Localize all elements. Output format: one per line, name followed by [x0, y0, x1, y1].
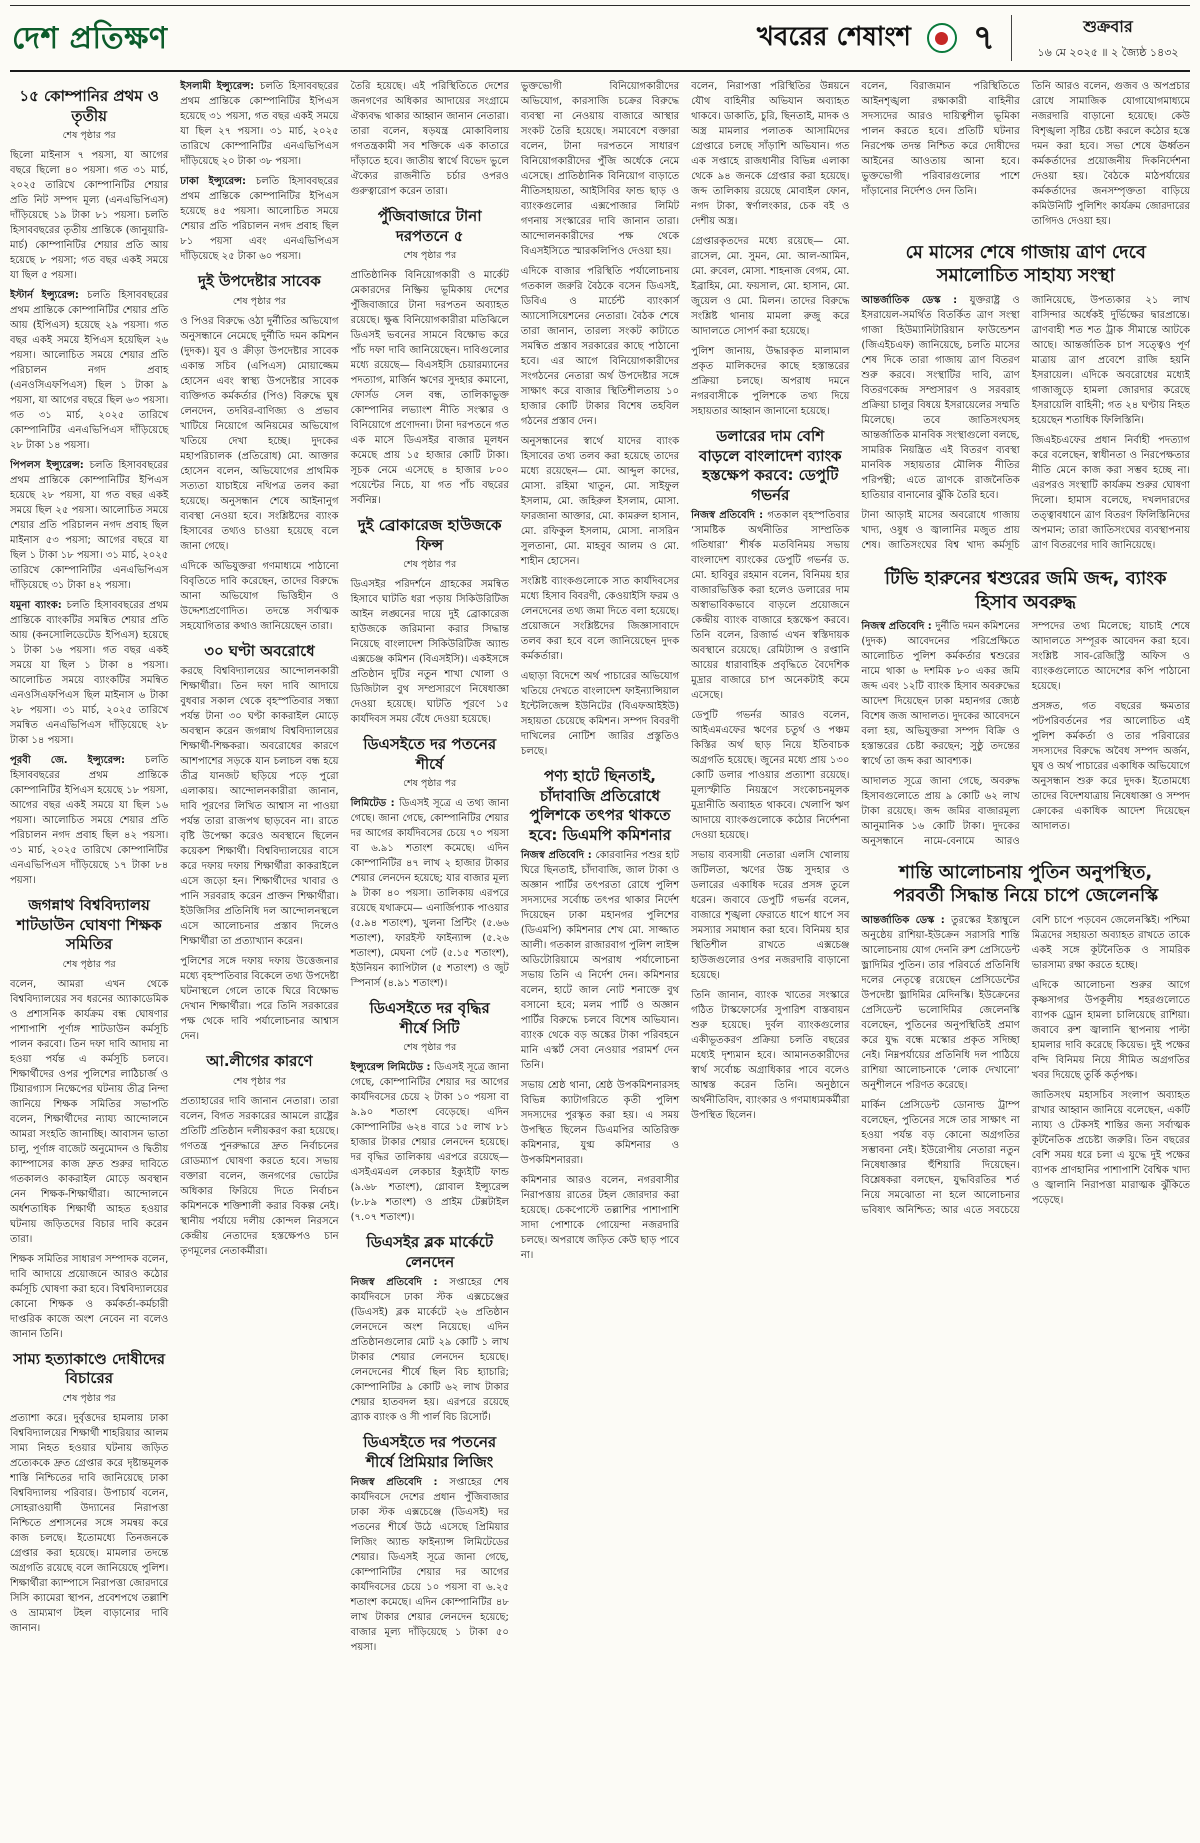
article-headline: ডলারের দাম বেশি বাড়লে বাংলাদেশ ব্যাংক হস্তক্ষেপ করবে: ডেপুটি গভর্নর [699, 427, 842, 504]
article-body: ভুক্তভোগী বিনিয়োগকারীদের অভিযোগ, কারসাজি চক্রের বিরুদ্ধে ব্যবস্থা না নেওয়ায় বাজারে আস্থার সংকট তৈরি হয়েছে। সমাবেশে বক্তারা বলেন, টানা দরপতনে সাধারণ বিনিয়োগকারীদের পুঁজি অর্ধেকে নেমে এসেছে। প্রাতিষ্ঠানিক বিনিয়োগ বাড়াতে নীতিসহায়তা, আইসিবির ফান্ড ছাড় ও ব্যাংকগুলোর এক্সপোজার লিমিট গণনায় সংস্কারের দাবি জানান তারা। আন্দোলনকারীদের পক্ষ থেকে বিএসইসিতে স্মারকলিপিও দেওয়া হয়। [520, 81, 680, 257]
article-body: ইসলামী ইন্স্যুরেন্স: চলতি হিসাববছরের প্রথম প্রান্তিকে কোম্পানিটির ইপিএস হয়েছে ৩১ পয়সা, গত বছর একই সময়ে যা ছিল ২৭ পয়সা। ৩১ মার্চ, ২০২৫ তারিখে কোম্পানিটির এনএভিপিএস দাঁড়িয়েছে ২০ টাকা ৩৮ পয়সা। [180, 81, 339, 167]
article-body-columns [861, 913, 1190, 1218]
continuation-note: শেষ পৃষ্ঠার পর [403, 778, 457, 789]
article-body: শিক্ষক সমিতির সাধারণ সম্পাদক বলেন, দাবি আদায়ে প্রয়োজনে আরও কঠোর কর্মসূচি ঘোষণা করা হবে। বিশ্ববিদ্যালয়ের কোনো শিক্ষক ও কর্মকর্তা-কর্মচারী দাপ্তরিক কাজে অংশ নেবেন না বলেও জানান তিনি। [10, 1253, 169, 1340]
newspaper-emblem-icon [927, 23, 957, 53]
article-body: সভায় শ্রেষ্ঠ থানা, শ্রেষ্ঠ উপকমিশনারসহ বিভিন্ন ক্যাটাগরিতে কৃতী পুলিশ সদস্যদের পুরস্কৃত করা হয়। এ সময় উপস্থিত ছিলেন ডিএমপির অতিরিক্ত কমিশনার, যুগ্ম কমিশনার ও উপকমিশনাররা। [520, 1080, 680, 1166]
article-body: ইন্স্যুরেন্স লিমিটেড : ডিএসই সূত্রে জানা গেছে, কোম্পানিটির শেয়ার দর আগের কার্যদিবসের চেয়ে ২ টাকা ১০ পয়সা বা ৯.৯০ শতাংশ বেড়েছে। এদিন কোম্পানিটির ৬২৪ বারে ১৫ লাখ ৮১ হাজার টাকার শেয়ার লেনদেন হয়েছে। দর বৃদ্ধির তালিকায় এরপরে রয়েছে— এসইএমএল লেকচার ইক্যুইটি ফান্ড (৯.৬৮ শতাংশ), গ্লোবাল ইন্স্যুরেন্স (৮.৮৯ শতাংশ) ও প্রাইম টেক্সটাইল (৭.০৭ শতাংশ)। [350, 1062, 509, 1223]
masthead-divider [1011, 15, 1012, 61]
continuation-note: শেষ পৃষ্ঠার পর [403, 250, 457, 261]
body-lead: ইন্স্যুরেন্স লিমিটেড : [350, 1062, 435, 1073]
article-body: ঢাকা ইন্স্যুরেন্স: চলতি হিসাববছরের প্রথম প্রান্তিকে কোম্পানিটির ইপিএস হয়েছে ৪৫ পয়সা। আলোচিত সময়ে শেয়ার প্রতি পরিচালন নগদ প্রবাহ ছিল ৮১ পয়সা এবং এনএভিপিএস দাঁড়িয়েছে ২৫ টাকা ৬০ পয়সা। [180, 176, 339, 262]
body-lead: ঢাকা ইন্স্যুরেন্স: [180, 176, 256, 187]
article-headline: দুই ব্রোকারেজ হাউজকে ফিন্স [357, 516, 502, 554]
article-body: ডিএসইর পরিদর্শনে গ্রাহকের সমন্বিত হিসাবে ঘাটতি ধরা পড়ায় সিকিউরিটিজ আইন লঙ্ঘনের দায়ে দুই ব্রোকারেজ হাউজকে জরিমানা করার সিদ্ধান্ত নিয়েছে বাংলাদেশ সিকিউরিটিজ অ্যান্ড এক্সচেঞ্জ কমিশন (বিএসইসি)। একইসঙ্গে প্রতিষ্ঠান দুটির নতুন শাখা খোলা ও ডিজিটাল বুথ সম্প্রসারণে নিষেধাজ্ঞা দেওয়া হয়েছে। ঘাটতি পূরণে ১৫ কার্যদিবস সময় বেঁধে দেওয়া হয়েছে। [350, 579, 509, 725]
day-name: শুক্রবার [1083, 16, 1133, 36]
article-body: টানা আড়াই মাসের অবরোধে গাজায় খাদ্য, ওষুধ ও জ্বালানির মজুত প্রায় শেষ। জাতিসংঘের বিশ্ব খাদ্য কর্মসূচি জানিয়েছে, উপত্যকার ২১ লাখ বাসিন্দার অর্ধেকই দুর্ভিক্ষের দ্বারপ্রান্তে। ত্রাণবাহী শত শত ট্রাক সীমান্তে আটকে আছে। আন্তর্জাতিক চাপ সত্ত্বেও পূর্ণ মাত্রায় ত্রাণ প্রবেশে রাজি হয়নি ইসরায়েল। এদিকে অবরোধের মধ্যেই গাজাজুড়ে হামলা জোরদার করেছে ইসরায়েলি বাহিনী; গত ২৪ ঘণ্টায় নিহত হয়েছেন শতাধিক ফিলিস্তিনি। [861, 294, 1190, 551]
article-body: নিজস্ব প্রতিবেদি : সপ্তাহের শেষ কার্যদিবসে দেশের প্রধান পুঁজিবাজার ঢাকা স্টক এক্সচেঞ্জে (ডিএসই) দর পতনের শীর্ষে উঠে এসেছে প্রিমিয়ার লিজিং অ্যান্ড ফাইন্যান্স লিমিটেডের শেয়ার। ডিএসই সূত্রে জানা গেছে, কোম্পানিটির শেয়ার দর আগের কার্যদিবসের চেয়ে ১০ পয়সা বা ৬.২৫ শতাংশ কমেছে। এদিন কোম্পানিটির ৪৮ লাখ টাকার শেয়ার লেনদেন হয়েছে; বাজার মূল্য দাঁড়িয়েছে ১ টাকা ৫০ পয়সা। [350, 1477, 509, 1653]
article-body: পুলিশের সঙ্গে দফায় দফায় উত্তেজনার মধ্যে বৃহস্পতিবার বিকেলে তথ্য উপদেষ্টা ঘটনাস্থলে গেলে তাকে ঘিরে বিক্ষোভ দেখান শিক্ষার্থীরা। পরে তিনি সরকারের পক্ষ থেকে দাবি পর্যালোচনার আশ্বাস দেন। [180, 956, 339, 1042]
article-body: করছে বিশ্ববিদ্যালয়ের আন্দোলনকারী শিক্ষার্থীরা। তিন দফা দাবি আদায়ে বুধবার সকাল থেকে বৃহস্পতিবার সন্ধ্যা পর্যন্ত টানা ৩০ ঘণ্টা কাকরাইল মোড়ে অবস্থান করেন জগন্নাথ বিশ্ববিদ্যালয়ের শিক্ষার্থী-শিক্ষকরা। অবরোধের কারণে আশপাশের সড়কে যান চলাচল বন্ধ হয়ে তীব্র যানজট ছড়িয়ে পড়ে পুরো এলাকায়। আন্দোলনকারীরা জানান, দাবি পূরণের লিখিত আশ্বাস না পাওয়া পর্যন্ত তারা রাজপথ ছাড়বেন না। রাতে বৃষ্টি উপেক্ষা করেও অবস্থানে ছিলেন কয়েকশ শিক্ষার্থী। বিশ্ববিদ্যালয়ের বাসে করে দফায় দফায় শিক্ষার্থীরা কাকরাইলে এসে জড়ো হন। শিক্ষার্থীদের খাবার ও পানি সরবরাহ করেন প্রাক্তন শিক্ষার্থীরা। ইউজিসির প্রতিনিধি দল আন্দোলনস্থলে এসে আলোচনার প্রস্তাব দিলেও শিক্ষার্থীরা তা প্রত্যাখ্যান করেন। [180, 666, 339, 947]
article-body: অনুসন্ধানের স্বার্থে যাদের ব্যাংক হিসাবের তথ্য তলব করা হয়েছে তাদের মধ্যে রয়েছেন— মো. আব্দুল কাদের, মোসা. রহিমা খাতুন, মো. সাইফুল ইসলাম, মো. জহিরুল ইসলাম, মোসা. ফারজানা আক্তার, মো. কামরুল হাসান, মো. রফিকুল ইসলাম, মোসা. নাসরিন সুলতানা, মো. মাহবুব আলম ও মো. শাহীন হোসেন। [520, 436, 680, 567]
article-headline: ৩০ ঘণ্টা অবরোধে [204, 641, 315, 660]
article-body: যমুনা ব্যাংক: চলতি হিসাববছরের প্রথম প্রান্তিকে ব্যাংকটির সমন্বিত শেয়ার প্রতি আয় (কনসোলিডেটেড ইপিএস) হয়েছে ১ টাকা ১৬ পয়সা। গত বছর একই সময়ে যা ছিল ১ টাকা ৪ পয়সা। আলোচিত সময়ে ব্যাংকটির সমন্বিত এনওসিএফপিএস ছিল মাইনাস ৬ টাকা ২৮ পয়সা। ৩১ মার্চ, ২০২৫ তারিখে সমন্বিত এনএভিপিএস দাঁড়িয়েছে ২৮ টাকা ১৪ পয়সা। [10, 600, 169, 746]
column-3 [351, 79, 509, 1821]
body-lead: পূরবী জে. ইন্স্যুরেন্স: [10, 755, 146, 766]
body-lead: নিজস্ব প্রতিবেদি : [520, 850, 596, 861]
article-headline: ডিএসইতে দর বৃদ্ধির শীর্ষে সিটি [369, 999, 490, 1037]
article-headline: জগন্নাথ বিশ্ববিদ্যালয় শাটডাউন ঘোষণা শিক্ষক সমিতির [16, 896, 162, 953]
body-lead: আন্তর্জাতিক ডেস্ক : [861, 294, 970, 306]
article-body: আন্তর্জাতিক ডেস্ক : তুরস্কের ইস্তাম্বুলে অনুষ্ঠেয় রাশিয়া-ইউক্রেন সরাসরি শান্তি আলোচনায় যোগ দেননি রুশ প্রেসিডেন্ট ভ্লাদিমির পুতিন। তার পরিবর্তে প্রতিনিধি দলের নেতৃত্বে রয়েছেন প্রেসিডেন্টের উপদেষ্টা ভ্লাদিমির মেদিনস্কি। ইউক্রেনের প্রেসিডেন্ট ভলোদিমির জেলেনস্কি বলেছেন, পুতিনের অনুপস্থিতিই প্রমাণ করে যুদ্ধ বন্ধে মস্কোর প্রকৃত সদিচ্ছা নেই। নিম্নপর্যায়ের প্রতিনিধি দল পাঠিয়ে রাশিয়া আলোচনাকে ‘লোক দেখানো’ অনুশীলনে পরিণত করেছে। [861, 914, 1020, 1091]
body-lead: পিপলস ইন্স্যুরেন্স: [10, 460, 90, 471]
article-body: আদালত সূত্রে জানা গেছে, অবরুদ্ধ হিসাবগুলোতে প্রায় ৯ কোটি ৬২ লাখ টাকা রয়েছে। জব্দ জমির বাজারমূল্য আনুমানিক ১৬ কোটি টাকা। দুদকের অনুসন্ধানে নামে-বেনামে আরও সম্পদের তথ্য মিলেছে; যাচাই শেষে আদালতে সম্পূরক আবেদন করা হবে। সংশ্লিষ্ট সাব-রেজিস্ট্রি অফিস ও ব্যাংকগুলোতে আদেশের কপি পাঠানো হয়েছে। [861, 621, 1190, 848]
page-number: ৭ [972, 18, 995, 58]
article-body: গ্রেপ্তারকৃতদের মধ্যে রয়েছে— মো. রাসেল, মো. সুমন, মো. আল-আমিন, মো. রুবেল, মোসা. শাহনাজ বেগম, মো. ইব্রাহিম, মো. ফয়সাল, মো. হাসান, মো. জুয়েল ও মো. মিলন। তাদের বিরুদ্ধে সংশ্লিষ্ট থানায় মামলা রুজু করে আদালতে সোপর্দ করা হয়েছে। [691, 236, 850, 337]
column-5 [691, 79, 849, 1821]
article-headline: আ.লীগের কারণে [206, 1052, 313, 1070]
article-body: সভায় ব্যবসায়ী নেতারা এলসি খোলায় জটিলতা, ঋণের উচ্চ সুদহার ও ডলারের একাধিক দরের প্রসঙ্গ তুলে ধরেন। জবাবে ডেপুটি গভর্নর বলেন, বাজারে শৃঙ্খলা ফেরাতে ধাপে ধাপে সব সমস্যার সমাধান করা হবে। বিনিময় হার স্থিতিশীল রাখতে এক্সচেঞ্জ হাউজগুলোর ওপর নজরদারি বাড়ানো হয়েছে। [691, 850, 850, 981]
article-body: বলেন, বিরাজমান পরিস্থিতিতে আইনশৃঙ্খলা রক্ষাকারী বাহিনীর সদস্যদের আরও দায়িত্বশীল ভূমিকা পালন করতে হবে। প্রতিটি ঘটনার নিরপেক্ষ তদন্ত নিশ্চিত করে দোষীদের আইনের আওতায় আনা হবে। ভুক্তভোগী পরিবারগুলোর পাশে দাঁড়ানোর নির্দেশও দেন তিনি। [861, 81, 1020, 197]
article-headline: দুই উপদেষ্টার সাবেক [198, 272, 321, 290]
logo-area [12, 22, 168, 55]
article-body: বলেন, নিরাপত্তা পরিস্থিতির উন্নয়নে যৌথ বাহিনীর অভিযান অব্যাহত থাকবে। ডাকাতি, চুরি, ছিনতাই, মাদক ও অস্ত্র মামলার পলাতক আসামিদের গ্রেপ্তারে চলছে সাঁড়াশি অভিযান। গত এক সপ্তাহে রাজধানীর বিভিন্ন এলাকা থেকে ৯৪ জনকে গ্রেপ্তার করা হয়েছে। জব্দ তালিকায় রয়েছে মোবাইল ফোন, নগদ টাকা, স্বর্ণালংকার, চেক বই ও দেশীয় অস্ত্র। [691, 81, 850, 227]
section-title: খবরের শেষাংশ [756, 22, 911, 52]
continuation-note: শেষ পৃষ্ঠার পর [62, 1392, 116, 1404]
article-headline: শান্তি আলোচনায় পুতিন অনুপস্থিত, পরবর্তী সিদ্ধান্ত নিয়ে চাপে জেলেনস্কি [893, 862, 1159, 907]
body-lead: যমুনা ব্যাংক: [10, 600, 67, 611]
article-body: তৈরি হয়েছে। এই পরিস্থিতিতে দেশের জনগণের অধিকার আদায়ের সংগ্রামে ঐক্যবদ্ধ থাকার আহ্বান জানান নেতারা। তারা বলেন, ষড়যন্ত্র মোকাবিলায় গণতন্ত্রকামী সব শক্তিকে এক কাতারে দাঁড়াতে হবে। জাতীয় স্বার্থে বিভেদ ভুলে ঐক্যের রাজনীতি চর্চার ওপরও গুরুত্বারোপ করেন তারা। [350, 81, 509, 197]
article-headline: ডিএসইর ব্লক মার্কেটে লেনদেন [366, 1233, 493, 1271]
article-body: পূরবী জে. ইন্স্যুরেন্স: চলতি হিসাববছরের প্রথম প্রান্তিকে কোম্পানিটির ইপিএস হয়েছে ১৮ পয়সা, আগের বছর একই সময়ে যা ছিল ১৬ পয়সা। আলোচিত সময়ে শেয়ার প্রতি পরিচালন নগদ প্রবাহ ছিল ৪২ পয়সা। ৩১ মার্চ, ২০২৫ তারিখে কোম্পানিটির এনএভিপিএস দাঁড়িয়েছে ১৭ টাকা ৮৪ পয়সা। [10, 755, 169, 886]
date-block [1028, 14, 1188, 63]
date-line: ১৬ মে ২০২৫ ॥ ২ জ্যৈষ্ঠ ১৪৩২ [1037, 45, 1179, 59]
article-body: নিজস্ব প্রতিবেদি : গতকাল বৃহস্পতিবার ‘সামষ্টিক অর্থনীতির সাম্প্রতিক গতিধারা’ শীর্ষক মতবিনিময় সভায় বাংলাদেশ ব্যাংকের ডেপুটি গভর্নর ড. মো. হাবিবুর রহমান বলেন, বিনিময় হার বাজারভিত্তিক করা হলেও ডলারের দাম অস্বাভাবিকভাবে বাড়লে প্রয়োজনে কেন্দ্রীয় ব্যাংক বাজারে হস্তক্ষেপ করবে। তিনি বলেন, রিজার্ভ এখন স্বস্তিদায়ক অবস্থানে রয়েছে। রেমিট্যান্স ও রপ্তানি আয়ের ধারাবাহিক প্রবৃদ্ধিতে বৈদেশিক মুদ্রার বাজারে চাপ অনেকটাই কমে এসেছে। [691, 510, 850, 701]
article-body: সংশ্লিষ্ট ব্যাংকগুলোকে সাত কার্যদিবসের মধ্যে হিসাব বিবরণী, কেওয়াইসি ফরম ও লেনদেনের তথ্য জমা দিতে বলা হয়েছে। প্রয়োজনে সংশ্লিষ্টদের জিজ্ঞাসাবাদে তলব করা হবে বলে জানিয়েছেন দুদক কর্মকর্তারা। [520, 576, 680, 662]
continuation-note: শেষ পৃষ্ঠার পর [232, 1075, 286, 1087]
article-body-columns [861, 79, 1190, 229]
body-lead: নিজস্ব প্রতিবেদি : [350, 1277, 450, 1288]
article-body: প্রাতিষ্ঠানিক বিনিয়োগকারী ও মার্কেট মেকারদের নিষ্ক্রিয় ভূমিকায় দেশের পুঁজিবাজারে টানা দরপতন অব্যাহত রয়েছে। ক্ষুব্ধ বিনিয়োগকারীরা মতিঝিলে ডিএসই ভবনের সামনে বিক্ষোভ করে পাঁচ দফা দাবি জানিয়েছেন। দাবিগুলোর মধ্যে রয়েছে— বিএসইসি চেয়ারম্যানের পদত্যাগ, মার্জিন ঋণের সুদহার কমানো, ফোর্সড সেল বন্ধ, তালিকাভুক্ত কোম্পানির লভ্যাংশ নীতি সংস্কার ও বিনিয়োগে প্রণোদনা। টানা দরপতনে গত এক মাসে ডিএসইর বাজার মূলধন কমেছে প্রায় ১৫ হাজার কোটি টাকা। সূচক নেমে এসেছে ৪ হাজার ৮০০ পয়েন্টের নিচে, যা গত পাঁচ বছরের সর্বনিম্ন। [350, 270, 509, 506]
masthead [10, 6, 1190, 68]
newspaper-logo: দেশ প্রতিক্ষণ [12, 20, 168, 56]
article-body: প্রত্যাহারের দাবি জানান নেতারা। তারা বলেন, বিগত সরকারের আমলে রাষ্ট্রের প্রতিটি প্রতিষ্ঠান দলীয়করণ করা হয়েছে। গণতন্ত্র পুনরুদ্ধারে দ্রুত নির্বাচনের রোডম্যাপ ঘোষণা করতে হবে। সভায় বক্তারা বলেন, জনগণের ভোটের অধিকার ফিরিয়ে দিতে নির্বাচন কমিশনকে শক্তিশালী করার বিকল্প নেই। স্থানীয় পর্যায়ে দলীয় কোন্দল নিরসনে কেন্দ্রীয় নেতাদের হস্তক্ষেপও চান তৃণমূলের নেতাকর্মীরা। [180, 1095, 339, 1257]
article-headline: ডিএসইতে দর পতনের শীর্ষে [363, 735, 497, 773]
article-body: মার্কিন প্রেসিডেন্ট ডোনাল্ড ট্রাম্প বলেছেন, পুতিনের সঙ্গে তার সাক্ষাৎ না হওয়া পর্যন্ত বড় কোনো অগ্রগতির সম্ভাবনা নেই। ইউরোপীয় নেতারা নতুন নিষেধাজ্ঞার হুঁশিয়ারি দিয়েছেন। বিশ্লেষকরা বলছেন, যুদ্ধবিরতির শর্ত নিয়ে সমঝোতা না হলে আলোচনার ভবিষ্যৎ অনিশ্চিত; আর এতে সবচেয়ে বেশি চাপে পড়বেন জেলেনস্কিই। পশ্চিমা মিত্রদের সহায়তা অব্যাহত রাখতে তাকে একই সঙ্গে কূটনৈতিক ও সামরিক ভারসাম্য রক্ষা করতে হচ্ছে। [861, 914, 1190, 1216]
article-headline: পণ্য হাটে ছিনতাই, চাঁদাবাজি প্রতিরোধে পুলিশকে তৎপর থাকতে হবে: ডিএমপি কমিশনার [529, 767, 671, 844]
continuation-note: শেষ পৃষ্ঠার পর [62, 130, 116, 141]
article-headline: টিভি হারুনের শ্বশুরের জমি জব্দ, ব্যাংক হিসাব অবরুদ্ধ [884, 568, 1167, 613]
page-content [10, 79, 1190, 1821]
column-1 [10, 79, 168, 1821]
article-body: নিজস্ব প্রতিবেদি : দুর্নীতি দমন কমিশনের (দুদক) আবেদনের পরিপ্রেক্ষিতে আলোচিত পুলিশ কর্মকর্তার শ্বশুরের নামে থাকা ৬ দশমিক ৮০ একর জমি জব্দ এবং ১২টি ব্যাংক হিসাব অবরুদ্ধের আদেশ দিয়েছেন ঢাকা মহানগর জ্যেষ্ঠ বিশেষ জজ আদালত। দুদকের আবেদনে বলা হয়, অভিযুক্তরা সম্পদ বিক্রি ও হস্তান্তরের চেষ্টা করছেন; সুষ্ঠু তদন্তের স্বার্থে তা জব্দ করা আবশ্যক। [861, 621, 1020, 768]
column-2 [180, 79, 338, 1821]
article-body: নিজস্ব প্রতিবেদি : কোরবানির পশুর হাট ঘিরে ছিনতাই, চাঁদাবাজি, জাল টাকা ও অজ্ঞান পার্টির তৎপরতা রোধে পুলিশ সদস্যদের সর্বোচ্চ তৎপর থাকার নির্দেশ দিয়েছেন ঢাকা মহানগর পুলিশের (ডিএমপি) কমিশনার শেখ মো. সাজ্জাত আলী। গতকাল রাজারবাগ পুলিশ লাইন্স অডিটোরিয়ামে অপরাধ পর্যালোচনা সভায় তিনি এ নির্দেশ দেন। কমিশনার বলেন, হাটে জাল নোট শনাক্তে বুথ বসানো হবে; মলম পার্টি ও অজ্ঞান পার্টির বিরুদ্ধে চলবে বিশেষ অভিযান। ব্যাংক থেকে বড় অঙ্কের টাকা পরিবহনে মানি এস্কর্ট সেবা নেওয়ার পরামর্শ দেন তিনি। [520, 850, 680, 1071]
article-body: এদিকে অভিযুক্তরা গণমাধ্যমে পাঠানো বিবৃতিতে দাবি করেছেন, তাদের বিরুদ্ধে আনা অভিযোগ ভিত্তিহীন ও উদ্দেশ্যপ্রণোদিত। তদন্তে সর্বাত্মক সহযোগিতার কথাও জানিয়েছেন তারা। [180, 560, 339, 632]
article-body: এদিকে আলোচনা শুরুর আগে কৃষ্ণসাগর উপকূলীয় শহরগুলোতে ব্যাপক ড্রোন হামলা চালিয়েছে রাশিয়া। জবাবে রুশ জ্বালানি স্থাপনায় পাল্টা হামলার দাবি করেছে কিয়েভ। দুই পক্ষের বন্দি বিনিময় নিয়ে সীমিত অগ্রগতির খবর দিয়েছে তুর্কি কর্তৃপক্ষ। [1031, 979, 1190, 1081]
continuation-note: শেষ পৃষ্ঠার পর [403, 559, 457, 570]
article-headline: পুঁজিবাজারে টানা দরপতনে ৫ [377, 207, 482, 245]
continuation-note: শেষ পৃষ্ঠার পর [62, 958, 116, 970]
article-body: প্রসঙ্গত, গত বছরের ক্ষমতার পটপরিবর্তনের পর আলোচিত এই পুলিশ কর্মকর্তা ও তার পরিবারের সদস্যদের বিরুদ্ধে অবৈধ সম্পদ অর্জন, ঘুষ ও অর্থ পাচারের একাধিক অভিযোগে অনুসন্ধান শুরু করে দুদক। ইতোমধ্যে তাদের বিদেশযাত্রায় নিষেধাজ্ঞা ও সম্পদ ক্রোকের একাধিক আদেশ দিয়েছেন আদালত। [1031, 701, 1190, 833]
article-body: পিপলস ইন্স্যুরেন্স: চলতি হিসাববছরের প্রথম প্রান্তিকে কোম্পানিটির ইপিএস হয়েছে ২৮ পয়সা, যা গত বছর একই সময়ে ছিল ২৫ পয়সা। আলোচিত সময়ে শেয়ার প্রতি পরিচালন নগদ প্রবাহ ছিল মাইনাস ৫৩ পয়সা; আগের বছরে যা ছিল ১ টাকা ১৮ পয়সা। ৩১ মার্চ, ২০২৫ তারিখে কোম্পানিটির এনএভিপিএস দাঁড়িয়েছে ৩১ টাকা ৪২ পয়সা। [10, 460, 169, 591]
body-lead: ইস্টার্ন ইন্স্যুরেন্স: [10, 290, 88, 301]
article-body: ইস্টার্ন ইন্স্যুরেন্স: চলতি হিসাববছরের প্রথম প্রান্তিকে কোম্পানিটির শেয়ার প্রতি আয় (ইপিএস) হয়েছে ২৯ পয়সা। গত বছর একই সময়ে ইপিএস হয়েছিল ২৬ পয়সা। আলোচিত সময়ে শেয়ার প্রতি পরিচালন নগদ প্রবাহ (এনওসিএফপিএস) ছিল ১ টাকা ৯ পয়সা, যা আগের বছরে ছিল ৬৩ পয়সা। গত ৩১ মার্চ, ২০২৫ তারিখে কোম্পানিটির এনএভিপিএস দাঁড়িয়েছে ২৮ টাকা ১৪ পয়সা। [10, 290, 169, 451]
body-lead: আন্তর্জাতিক ডেস্ক : [861, 914, 952, 926]
body-lead: লিমিটেড : [350, 798, 400, 809]
article-body: এছাড়া বিদেশে অর্থ পাচারের অভিযোগ খতিয়ে দেখতে বাংলাদেশ ফাইন্যান্সিয়াল ইন্টেলিজেন্স ইউনিটের (বিএফআইইউ) সহায়তা চেয়েছে কমিশন। সম্পদ বিবরণী দাখিলের নোটিশ জারির প্রস্তুতিও চলছে। [520, 671, 680, 757]
article-body: প্রত্যাশা করে। দুর্বৃত্তদের হামলায় ঢাকা বিশ্ববিদ্যালয়ের শিক্ষার্থী শাহরিয়ার আলম সাম্য নিহত হওয়ার ঘটনায় জড়িত প্রত্যেককে দ্রুত গ্রেপ্তার করে দৃষ্টান্তমূলক শাস্তি নিশ্চিতের দাবি জানিয়েছে ঢাকা বিশ্ববিদ্যালয় পরিবার। উপাচার্য বলেন, সোহরাওয়ার্দী উদ্যানের নিরাপত্তা নিশ্চিতে প্রশাসনের সঙ্গে সমন্বয় করে কাজ চলছে। ইতোমধ্যে তিনজনকে গ্রেপ্তার করা হয়েছে। মামলার তদন্তে অগ্রগতি রয়েছে বলে জানিয়েছে পুলিশ। শিক্ষার্থীরা ক্যাম্পাসে নিরাপত্তা জোরদারে সিসি ক্যামেরা স্থাপন, প্রবেশপথে তল্লাশি ও ভ্রাম্যমাণ টহল বাড়ানোর দাবি জানান। [10, 1412, 169, 1634]
column-4 [521, 79, 679, 1821]
article-body: বলেন, আমরা এখন থেকে বিশ্ববিদ্যালয়ের সব ধরনের অ্যাকাডেমিক ও প্রশাসনিক কার্যক্রম বন্ধ ঘোষণার পাশাপাশি পূর্ণাঙ্গ শাটডাউন কর্মসূচি পালন করবো। তিন দফা দাবি আদায় না হওয়া পর্যন্ত এ কর্মসূচি চলবে। শিক্ষার্থীদের ওপর পুলিশের লাঠিচার্জ ও টিয়ারগ্যাস নিক্ষেপের ঘটনায় তীব্র নিন্দা জানিয়ে শিক্ষক সমিতির সভাপতি বলেন, শিক্ষার্থীদের ন্যায্য আন্দোলনে আমরা সংহতি জানাচ্ছি। আবাসন ভাতা চালু, পূর্ণাঙ্গ বাজেট অনুমোদন ও দ্বিতীয় ক্যাম্পাসের কাজ দ্রুত শুরুর দাবিতে গতকালও কাকরাইল মোড়ে অবস্থান নেন শিক্ষক-শিক্ষার্থীরা। আন্দোলনে অর্ধশতাধিক শিক্ষার্থী আহত হওয়ার ঘটনায় জড়িতদের বিচার দাবি করেন তারা। [10, 978, 169, 1245]
article-headline: ডিএসইতে দর পতনের শীর্ষে প্রিমিয়ার লিজিং [363, 1433, 497, 1471]
article-body: ও পিওর বিরুদ্ধে ওঠা দুর্নীতির অভিযোগ অনুসন্ধানে নেমেছে দুর্নীতি দমন কমিশন (দুদক)। যুব ও ক্রীড়া উপদেষ্টার সাবেক একান্ত সচিব (এপিএস) মোয়াজ্জেম হোসেন এবং স্বাস্থ্য উপদেষ্টার সাবেক ব্যক্তিগত কর্মকর্তার (পিও) বিরুদ্ধে ঘুষ লেনদেন, তদবির-বাণিজ্য ও প্রভাব খাটিয়ে নিয়োগে অনিয়মের অভিযোগ খতিয়ে দেখা হচ্ছে। দুদকের মহাপরিচালক (প্রতিরোধ) মো. আক্তার হোসেন বলেন, অভিযোগের প্রাথমিক সত্যতা যাচাইয়ে নথিপত্র তলব করা হয়েছে। অনুসন্ধান শেষে আইনানুগ ব্যবস্থা নেওয়া হবে। সংশ্লিষ্টদের ব্যাংক হিসাবের তথ্যও চাওয়া হয়েছে বলে জানা গেছে। [180, 315, 339, 552]
emblem-center-dot [935, 32, 948, 45]
article-body: পুলিশ জানায়, উদ্ধারকৃত মালামাল প্রকৃত মালিকদের কাছে হস্তান্তরের প্রক্রিয়া চলছে। অপরাধ দমনে নগরবাসীকে পুলিশকে তথ্য দিয়ে সহায়তার আহ্বান জানানো হয়েছে। [691, 346, 850, 417]
body-lead: নিজস্ব প্রতিবেদি : [861, 621, 936, 633]
article-body: তিনি জানান, ব্যাংক খাতের সংস্কারে গঠিত টাস্কফোর্সের সুপারিশ বাস্তবায়ন শুরু হয়েছে। দুর্বল ব্যাংকগুলোর একীভূতকরণ প্রক্রিয়া চলতি বছরের মধ্যেই দৃশ্যমান হবে। আমানতকারীদের স্বার্থ সর্বোচ্চ অগ্রাধিকার পাবে বলেও আশ্বস্ত করেন তিনি। অনুষ্ঠানে অর্থনীতিবিদ, ব্যাংকার ও গণমাধ্যমকর্মীরা উপস্থিত ছিলেন। [691, 990, 850, 1121]
article-body: জিএইচএফের প্রধান নির্বাহী পদত্যাগ করে বলেছেন, স্বাধীনতা ও নিরপেক্ষতার নীতি মেনে কাজ করা সম্ভব হচ্ছে না। এরপরও সংস্থাটি কার্যক্রম শুরুর ঘোষণা দিলো। হামাস বলেছে, দখলদারদের তত্ত্বাবধানে ত্রাণ বিতরণ ফিলিস্তিনিদের অপমান; তারা জাতিসংঘের ব্যবস্থাপনায় ত্রাণ বিতরণের দাবি জানিয়েছে। [1031, 434, 1190, 551]
article-body-columns [861, 619, 1190, 849]
article-headline: সাম্য হত্যাকাণ্ডে দোষীদের বিচারের [13, 1349, 166, 1387]
continuation-note: শেষ পৃষ্ঠার পর [232, 295, 286, 307]
article-body: নিজস্ব প্রতিবেদি : সপ্তাহের শেষ কার্যদিবসে ঢাকা স্টক এক্সচেঞ্জের (ডিএসই) ব্লক মার্কেটে ২৬ প্রতিষ্ঠান লেনদেনে অংশ নিয়েছে। এদিন প্রতিষ্ঠানগুলোর মোট ২৯ কোটি ১ লাখ টাকার শেয়ার লেনদেন হয়েছে। লেনদেনের শীর্ষে ছিল বিচ হ্যাচারি; কোম্পানিটির ৯ কোটি ৬২ লাখ টাকার শেয়ার হাতবদল হয়। এরপরে রয়েছে ব্র্যাক ব্যাংক ও সী পার্ল বিচ রিসোর্ট। [350, 1277, 509, 1423]
masthead-rule [10, 70, 1190, 72]
article-body: কমিশনার আরও বলেন, নগরবাসীর নিরাপত্তায় রাতের টহল জোরদার করা হয়েছে। চেকপোস্টে তল্লাশির পাশাপাশি সাদা পোশাকে গোয়েন্দা নজরদারি চলছে। অপরাধে জড়িত কেউ ছাড় পাবে না। [520, 1175, 680, 1261]
article-body: এদিকে বাজার পরিস্থিতি পর্যালোচনায় গতকাল জরুরি বৈঠকে বসেন ডিএসই, ডিবিএ ও মার্চেন্ট ব্যাংকার্স অ্যাসোসিয়েশনের নেতারা। বৈঠক শেষে তারা জানান, তারল্য সংকট কাটাতে সমন্বিত প্রস্তাব সরকারের কাছে পাঠানো হবে। এর আগে বিনিয়োগকারীদের সংগঠনের নেতারা অর্থ উপদেষ্টার সঙ্গে সাক্ষাৎ করে বাজার স্থিতিশীলতায় ১০ হাজার কোটি টাকার বিশেষ তহবিল গঠনের প্রস্তাব দেন। [520, 266, 680, 427]
article-body-columns [861, 293, 1190, 556]
article-body: জাতিসংঘ মহাসচিব সংলাপ অব্যাহত রাখার আহ্বান জানিয়ে বলেছেন, একটি ন্যায্য ও টেকসই শান্তির জন্য সর্বাত্মক কূটনৈতিক প্রচেষ্টা জরুরি। তিন বছরের বেশি সময় ধরে চলা এ যুদ্ধে দুই পক্ষের ব্যাপক প্রাণহানির পাশাপাশি বৈশ্বিক খাদ্য ও জ্বালানি নিরাপত্তা মারাত্মক ঝুঁকিতে পড়েছে। [1031, 1089, 1190, 1206]
body-lead: নিজস্ব প্রতিবেদি : [350, 1477, 450, 1488]
article-headline: মে মাসের শেষে গাজায় ত্রাণ দেবে সমালোচিত সাহায্য সংস্থা [905, 242, 1146, 287]
masthead-right [757, 14, 1188, 63]
body-lead: নিজস্ব প্রতিবেদি : [691, 510, 768, 521]
article-headline: ১৫ কোম্পানির প্রথম ও তৃতীয় [19, 87, 159, 125]
continuation-note: শেষ পৃষ্ঠার পর [403, 1042, 457, 1053]
right-section [861, 79, 1190, 1821]
article-body: আন্তর্জাতিক ডেস্ক : যুক্তরাষ্ট্র ও ইসরায়েল-সমর্থিত বিতর্কিত ত্রাণ সংস্থা গাজা হিউম্যানিটারিয়ান ফাউন্ডেশন (জিএইচএফ) জানিয়েছে, চলতি মাসের শেষ দিকে তারা গাজায় ত্রাণ বিতরণ শুরু করবে। সংস্থাটির দাবি, ত্রাণ বিতরণকেন্দ্র সম্প্রসারণ ও সরবরাহ প্রক্রিয়া চালুর বিষয়ে ইসরায়েলের সম্মতি মিলেছে। তবে জাতিসংঘসহ আন্তর্জাতিক মানবিক সংস্থাগুলো বলছে, সামরিক নিয়ন্ত্রিত এই বিতরণ ব্যবস্থা মানবিক সহায়তার মৌলিক নীতির পরিপন্থী; এতে ত্রাণকে রাজনৈতিক হাতিয়ার বানানোর ঝুঁকি তৈরি হবে। [861, 294, 1020, 501]
body-lead: ইসলামী ইন্স্যুরেন্স: [180, 81, 260, 92]
article-body: লিমিটেড : ডিএসই সূত্রে এ তথ্য জানা গেছে। জানা গেছে, কোম্পানিটির শেয়ার দর আগের কার্যদিবসের চেয়ে ৭০ পয়সা বা ৬.৯১ শতাংশ কমেছে। এদিন কোম্পানিটির ৪৭ লাখ ২ হাজার টাকার শেয়ার লেনদেন হয়েছে; যার বাজার মূল্য ৯ টাকা ৪০ পয়সা। তালিকায় এরপরে রয়েছে যথাক্রমে— এনার্জিপ্যাক পাওয়ার (৫.৯৪ শতাংশ), খুলনা প্রিন্টিং (৫.৬৬ শতাংশ), ফারইস্ট ফাইন্যান্স (৫.২৬ শতাংশ), মেঘনা পেট (৫.১৫ শতাংশ), ইউনিয়ন ক্যাপিটাল (৫ শতাংশ) ও জুট স্পিনার্স (৪.৯১ শতাংশ)। [350, 798, 509, 989]
article-body: ডেপুটি গভর্নর আরও বলেন, আইএমএফের ঋণের চতুর্থ ও পঞ্চম কিস্তির অর্থ ছাড় নিয়ে ইতিবাচক অগ্রগতি হয়েছে। জুনের মধ্যে প্রায় ১৩০ কোটি ডলার পাওয়ার প্রত্যাশা রয়েছে। মূল্যস্ফীতি নিয়ন্ত্রণে সংকোচনমূলক মুদ্রানীতি অব্যাহত থাকবে। খেলাপি ঋণ আদায়ে ব্যাংকগুলোকে কঠোর নির্দেশনা দেওয়া হয়েছে। [691, 710, 850, 841]
article-body: তিনি আরও বলেন, গুজব ও অপপ্রচার রোধে সামাজিক যোগাযোগমাধ্যমে নজরদারি বাড়ানো হয়েছে। কেউ বিশৃঙ্খলা সৃষ্টির চেষ্টা করলে কঠোর হস্তে দমন করা হবে। সভা শেষে ঊর্ধ্বতন কর্মকর্তাদের প্রয়োজনীয় দিকনির্দেশনা দেওয়া হয়। বৈঠকে মাঠপর্যায়ের কর্মকর্তাদের জনসম্পৃক্ততা বাড়িয়ে কমিউনিটি পুলিশিং কার্যক্রম জোরদারের তাগিদও দেওয়া হয়। [1031, 81, 1190, 227]
article-body: ছিলো মাইনাস ৭ পয়সা, যা আগের বছরে ছিলো ৪০ পয়সা। গত ৩১ মার্চ, ২০২৫ তারিখে কোম্পানিটির শেয়ার প্রতি নিট সম্পদ মূল্য (এনএভিপিএস) দাঁড়িয়েছে ১৯ টাকা ৮১ পয়সা। চলতি হিসাববছরের তৃতীয় প্রান্তিকে (জানুয়ারি-মার্চ) কোম্পানিটির শেয়ার প্রতি আয় হয়েছে ৮ পয়সা; গত বছর একই সময়ে যা ছিল ৫ পয়সা। [10, 150, 169, 281]
